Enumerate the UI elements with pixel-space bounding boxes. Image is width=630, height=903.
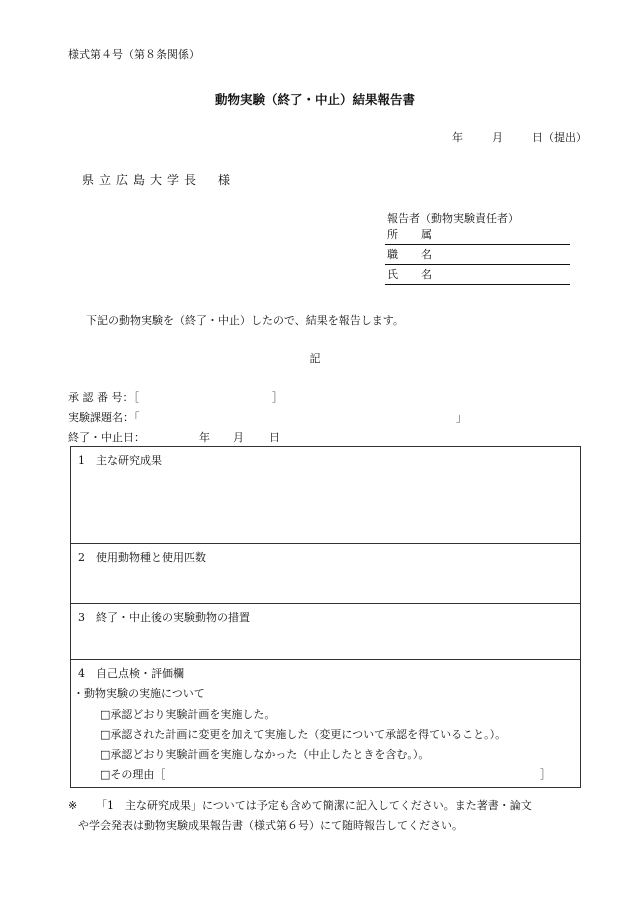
section-post-measures[interactable] [71,604,580,660]
section-animals-used[interactable] [71,544,580,604]
project-title-label: 実験課題名：「 [68,411,140,424]
name-field[interactable] [385,266,570,285]
name-label: 氏 名 [387,268,438,281]
end-date-day: 日 [269,431,280,444]
end-date-month: 月 [233,431,244,444]
option-reason-close: ］ [540,768,551,781]
approval-number-close: ］ [272,391,283,404]
section-2-heading: 2 使用動物種と使用匹数 [78,551,206,564]
affiliation-field[interactable] [385,226,570,245]
section-research-results[interactable] [71,447,580,544]
option-reason[interactable]: □その理由［ [100,768,166,781]
approval-number-label: 承 認 番 号：［ [68,391,139,404]
note-line-2: や学会発表は動物実験成果報告書（様式第６号）にて随時報告してください。 [78,819,463,832]
position-label: 職 名 [387,248,438,261]
note-line-1: 「1 主な研究成果」については予定も含めて簡潔に記入してください。また著書・論文 [96,799,532,812]
section-4-heading: 4 自己点検・評価欄 [78,667,184,680]
section-1-heading: 1 主な研究成果 [78,454,162,467]
option-implemented-as-approved[interactable]: □承認どおり実験計画を実施した。 [100,708,276,721]
reporter-heading: 報告者（動物実験責任者） [387,212,519,225]
end-date-label: 終了・中止日： [68,431,145,444]
note-mark: ※ [68,799,78,812]
option-implemented-with-changes[interactable]: □承認された計画に変更を加えて実施した（変更について承認を得ていること。）。 [100,728,507,741]
date-month: 月 [492,131,503,144]
section-4-subheading: ・動物実験の実施について [73,687,205,700]
position-field[interactable] [385,246,570,265]
date-year: 年 [452,131,463,144]
submission-date [452,129,587,145]
end-date-year: 年 [199,431,210,444]
date-day: 日（提出） [532,131,587,144]
project-title-close: 」 [456,411,467,424]
addressee: 県立広島大学長 様 [82,173,236,187]
affiliation-label: 所 属 [387,228,438,241]
ki-heading: 記 [309,352,321,365]
document-title: 動物実験（終了・中止）結果報告書 [214,92,415,107]
form-number: 様式第４号（第８条関係） [68,48,200,61]
section-3-heading: 3 終了・中止後の実験動物の措置 [78,611,250,624]
report-table [70,446,581,788]
body-text: 下記の動物実験を（終了・中止）したので、結果を報告します。 [86,314,404,327]
option-not-implemented[interactable]: □承認どおり実験計画を実施しなかった（中止したときを含む。）。 [100,748,430,761]
